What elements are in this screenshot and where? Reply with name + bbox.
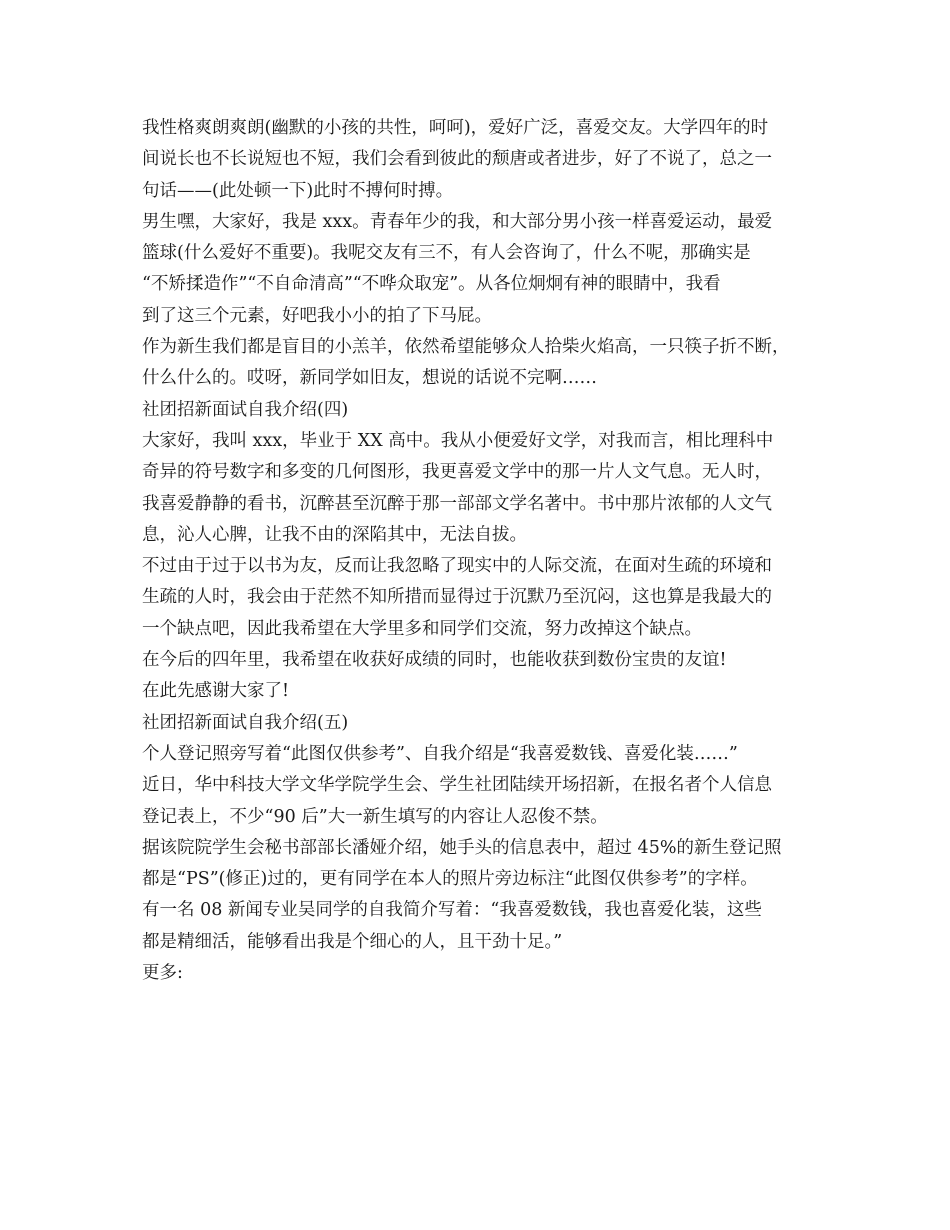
text-line: 有一名 08 新闻专业吴同学的自我简介写着：“我喜爱数钱，我也喜爱化装，这些: [142, 900, 762, 921]
section-heading: 社团招新面试自我介绍(四): [142, 399, 349, 420]
text-line: 什么什么的。哎呀，新同学如旧友，想说的话说不完啊……: [142, 368, 597, 389]
text-line: “不矫揉造作”“不自命清高”“不哗众取宠”。从各位炯炯有神的眼睛中，我看: [142, 274, 721, 295]
more-label: 更多:: [142, 963, 183, 984]
text-line: 到了这三个元素，好吧我小小的拍了下马屁。: [142, 305, 492, 326]
text-line: 我性格爽朗爽朗(幽默的小孩的共性，呵呵)，爱好广泛，喜爱交友。大学四年的时: [142, 118, 769, 138]
text-line: 近日，华中科技大学文华学院学生会、学生社团陆续开场招新，在报名者个人信息: [142, 775, 772, 796]
text-line: 都是“PS”(修正)过的，更有同学在本人的照片旁边标注“此图仅供参考”的字样。: [142, 869, 758, 890]
text-line: 都是精细活，能够看出我是个细心的人，且干劲十足。”: [142, 931, 563, 952]
text-line: 据该院院学生会秘书部部长潘娅介绍，她手头的信息表中，超过 45%的新生登记照: [142, 837, 782, 858]
document-body: [142, 113, 822, 989]
text-line: 在此先感谢大家了!: [142, 681, 290, 702]
text-line: 个人登记照旁写着“此图仅供参考”、自我介绍是“我喜爱数钱、喜爱化装……”: [142, 743, 738, 764]
text-line: 生疏的人时，我会由于茫然不知所措而显得过于沉默乃至沉闷，这也算是我最大的: [142, 587, 772, 608]
text-line: 登记表上，不少“90 后”大一新生填写的内容让人忍俊不禁。: [142, 806, 608, 827]
text-line: 息，沁人心脾，让我不由的深陷其中，无法自拔。: [142, 524, 527, 545]
text-line: 作为新生我们都是盲目的小羔羊，依然希望能够众人拾柴火焰高，一只筷子折不断，: [142, 337, 790, 358]
text-line: 间说长也不长说短也不短，我们会看到彼此的颓唐或者进步，好了不说了，总之一: [142, 149, 772, 170]
text-line: 篮球(什么爱好不重要)。我呢交友有三不，有人会咨询了，什么不呢，那确实是: [142, 243, 751, 264]
text-line: 大家好，我叫 xxx，毕业于 XX 高中。我从小便爱好文学，对我而言，相比理科中: [142, 430, 774, 451]
text-line: 不过由于过于以书为友，反而让我忽略了现实中的人际交流，在面对生疏的环境和: [142, 556, 772, 577]
text-line: 我喜爱静静的看书，沉醉甚至沉醉于那一部部文学名著中。书中那片浓郁的人文气: [142, 493, 772, 514]
text-line: 句话——(此处顿一下)此时不搏何时搏。: [142, 180, 454, 201]
text-line: 一个缺点吧，因此我希望在大学里多和同学们交流，努力改掉这个缺点。: [142, 618, 702, 639]
text-line: 在今后的四年里，我希望在收获好成绩的同时，也能收获到数份宝贵的友谊!: [142, 650, 727, 671]
section-heading: 社团招新面试自我介绍(五): [142, 712, 349, 733]
text-line: 奇异的符号数字和多变的几何图形，我更喜爱文学中的那一片人文气息。无人时，: [142, 462, 772, 483]
text-line: 男生嘿，大家好，我是 xxx。青春年少的我，和大部分男小孩一样喜爱运动，最爱: [142, 211, 773, 232]
